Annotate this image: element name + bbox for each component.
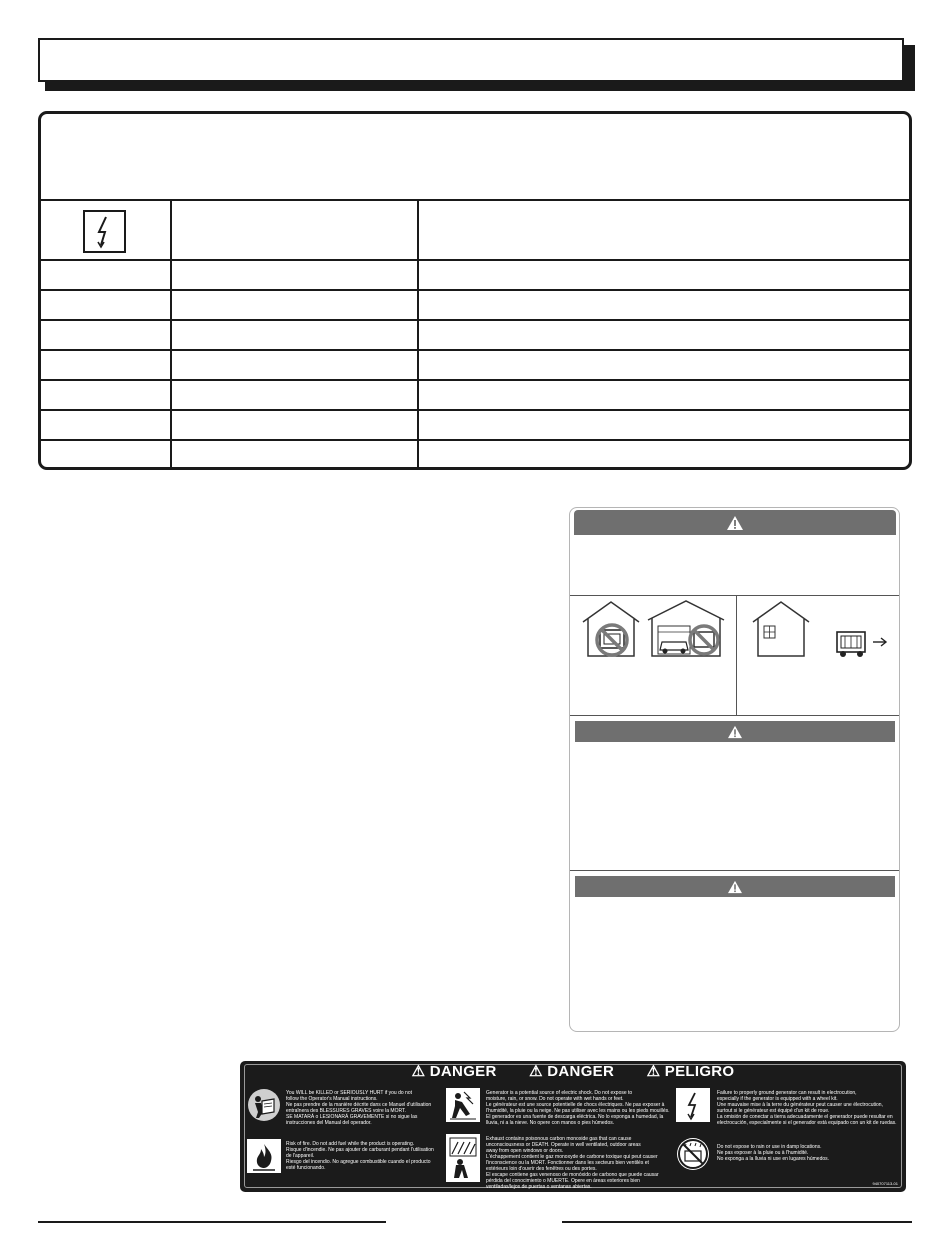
danger-cell-text: You WILL be KILLED or SERIOUSLY HURT if you do not follow the Operator's Manual instructions. Ne pas prendre de la manière décrite dans ce Manuel d'utilisation entraînera des BLESSURES GRAVES voire la MORT. SE MATARÁ o LESIONARÁ GRAVEMENTE si no sigue las instrucciones del Manual del operador. (286, 1090, 432, 1126)
divider (736, 595, 737, 715)
divider (570, 870, 899, 871)
table-row (41, 321, 909, 351)
house-generator-prohibited-icon (580, 598, 642, 660)
no-rain-icon (676, 1137, 710, 1171)
table-header (41, 114, 909, 201)
fire-icon (247, 1139, 281, 1173)
danger-cell-text: Do not expose to rain or use in damp locations. Ne pas exposer à la pluie ou à l'humidité. No exponga a la lluvia ni use en lugares húmedos. (717, 1144, 830, 1162)
table-row (41, 381, 909, 411)
table-row (41, 351, 909, 381)
part-number: 940707113-01 (872, 1181, 898, 1186)
safety-symbols-table (38, 111, 912, 470)
table-row (41, 441, 909, 470)
danger-heading-es: PELIGRO (664, 1063, 735, 1080)
electric-shock-water-icon (446, 1088, 480, 1122)
divider (570, 595, 899, 596)
table-row (41, 411, 909, 441)
danger-safety-label (240, 1061, 906, 1192)
warning-triangle-icon: ⚠ (646, 1063, 661, 1080)
warning-header-bar (575, 721, 895, 742)
table-row (41, 291, 909, 321)
warning-header-bar (574, 510, 896, 535)
table-row-electrocution (41, 201, 909, 261)
danger-heading-en: DANGER (429, 1063, 497, 1080)
danger-heading-fr: DANGER (547, 1063, 615, 1080)
danger-label-heading (240, 1061, 906, 1083)
divider (570, 715, 899, 716)
garage-generator-prohibited-icon (646, 598, 726, 660)
warning-triangle-icon: ⚠ (411, 1063, 426, 1080)
danger-cell-text: Exhaust contains poisonous carbon monoxide gas that can cause unconsciousness or DEATH. Operate in well ventilated, outdoor areas away from open windows or doors. L'échappement contient le gaz monoxyde de carbone toxique qui peut causer l'inconscience ou la MORT. Fonctionner dans les secteurs bien ventilés et extérieurs loin d'ouvrir des fenêtres ou des portes. El escape contiene gas venenoso de monóxido de carbono que puede causar pérdida del conocimiento o MUERTE. Opere en áreas exteriores bien ventiladas/lejos de puertas o ventanas abiertas. (486, 1136, 659, 1190)
section-title-bar (38, 38, 904, 82)
warning-triangle-icon (727, 725, 743, 739)
house-icon (750, 598, 812, 660)
warning-triangle-icon: ⚠ (529, 1063, 543, 1080)
warning-triangle-icon (727, 880, 743, 894)
electrocution-icon (83, 210, 126, 253)
electrocution-icon (676, 1088, 710, 1122)
warning-header-bar (575, 876, 895, 897)
warning-triangle-icon (726, 515, 744, 531)
danger-cell-text: Generator is a potential source of electric shock. Do not expose to moisture, rain, or snow. Do not operate with wet hands or feet. Le générateur est une source potentielle de chocs électriques. Ne pas exposer à l'humidité, la pluie ou la neige. Ne pas utiliser avec les mains ou les pieds mouillés. El generador es una fuente de descarga eléctrica. No lo exponga a humedad, la lluvia, ni a la nieve. No opere con manos o pies húmedos. (486, 1090, 670, 1126)
carbon-monoxide-warning-decal (569, 507, 900, 1032)
footer-rule-right (562, 1221, 912, 1223)
footer-rule-left (38, 1221, 386, 1223)
exhaust-gas-icon (446, 1134, 480, 1182)
danger-cell-text: Risk of fire. Do not add fuel while the product is operating. Risque d'incendie. Ne pas ajouter de carburant pendant l'utilisation de l'appareil. Riesgo del incendio. No agregue combustible cuando el producto esté funcionando. (286, 1141, 434, 1171)
table-row (41, 261, 909, 291)
danger-cell-text: Failure to properly ground generator can result in electrocution, especially if the generator is equipped with a wheel kit. Une mauvaise mise à la terre du générateur peut causer une électrocution, surtout si le générateur est équipé d'un kit de roue. La omisión de conectar a tierra adecuadamente el generador puede resultar en electrocución, especialmente si el generador está equipado con un kit de ruedas. (717, 1090, 897, 1126)
read-manual-icon (247, 1088, 281, 1122)
generator-outdoors-icon (835, 626, 893, 660)
